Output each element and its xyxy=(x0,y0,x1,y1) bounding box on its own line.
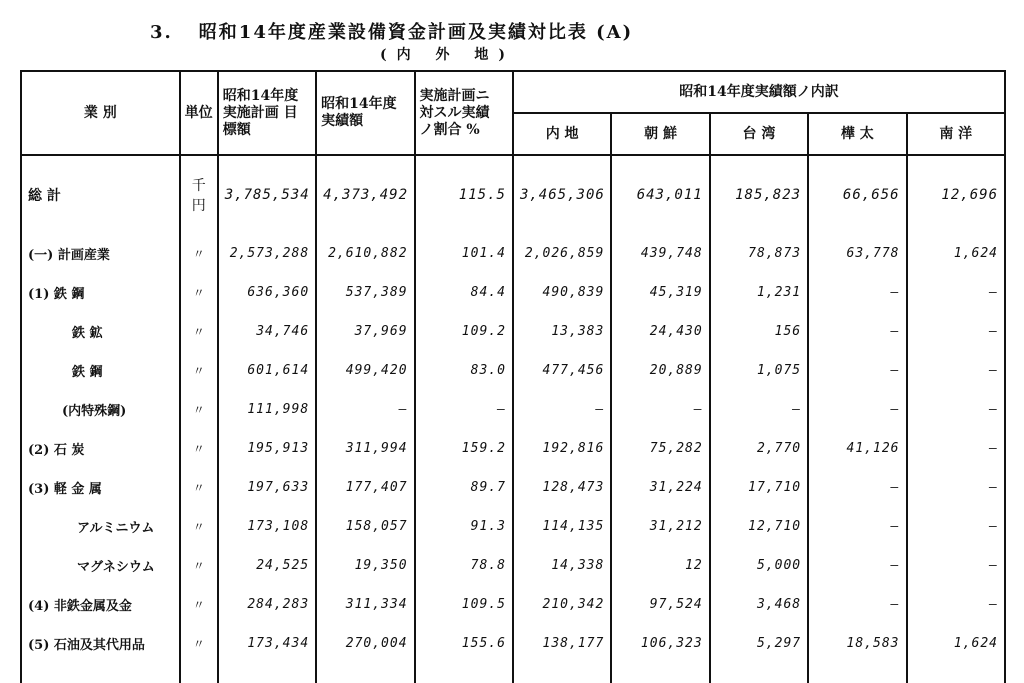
actual-cell: 177,407 xyxy=(316,468,414,507)
unit-cell: 千円 xyxy=(180,155,218,234)
nanyo-cell: — xyxy=(907,273,1006,312)
col-header-breakdown-group: 昭和14年度実績額ノ内訳 xyxy=(513,71,1005,113)
actual-cell: 499,420 xyxy=(316,351,414,390)
chosen-cell: 31,224 xyxy=(611,468,709,507)
karafuto-cell: 18,583 xyxy=(808,624,906,663)
taiwan-cell: 2,770 xyxy=(710,429,808,468)
ratio-cell: 155.6 xyxy=(415,624,513,663)
actual-cell: 311,334 xyxy=(316,585,414,624)
table-row xyxy=(21,155,1005,234)
karafuto-cell: 41,126 xyxy=(808,429,906,468)
actual-cell: 270,004 xyxy=(316,624,414,663)
taiwan-cell: 5,000 xyxy=(710,546,808,585)
data-table xyxy=(20,70,1006,683)
table-row xyxy=(21,273,1005,312)
row-label: (5) 石油及其代用品 xyxy=(21,624,180,663)
table-row xyxy=(21,546,1005,585)
nanyo-cell: — xyxy=(907,312,1006,351)
plan-cell: 197,633 xyxy=(218,468,316,507)
chosen-cell: — xyxy=(611,390,709,429)
chosen-cell: 45,319 xyxy=(611,273,709,312)
naichi-cell: 14,338 xyxy=(513,546,611,585)
taiwan-cell: 185,823 xyxy=(710,155,808,234)
col-header-karafuto: 樺 太 xyxy=(808,113,906,155)
nanyo-cell: 1,624 xyxy=(907,624,1006,663)
karafuto-cell: — xyxy=(808,468,906,507)
table-row xyxy=(21,312,1005,351)
row-label: マグネシウム xyxy=(21,546,180,585)
table-row xyxy=(21,351,1005,390)
plan-cell: 173,434 xyxy=(218,624,316,663)
ratio-cell: 91.3 xyxy=(415,507,513,546)
naichi-cell: — xyxy=(513,390,611,429)
unit-cell: 〃 xyxy=(180,390,218,429)
table-row-truncated xyxy=(21,663,1005,683)
karafuto-cell: — xyxy=(808,585,906,624)
chosen-cell: 75,282 xyxy=(611,429,709,468)
row-label: (1) 鉄 鋼 xyxy=(21,273,180,312)
col-header-nanyo: 南 洋 xyxy=(907,113,1006,155)
unit-cell: 〃 xyxy=(180,624,218,663)
nanyo-cell: — xyxy=(907,390,1006,429)
naichi-cell: 138,177 xyxy=(513,624,611,663)
nanyo-cell: — xyxy=(907,585,1006,624)
table-row xyxy=(21,507,1005,546)
naichi-cell: 114,135 xyxy=(513,507,611,546)
karafuto-cell: — xyxy=(808,351,906,390)
karafuto-cell: — xyxy=(808,390,906,429)
naichi-cell: 477,456 xyxy=(513,351,611,390)
chosen-cell: 20,889 xyxy=(611,351,709,390)
col-header-unit: 単位 xyxy=(180,71,218,155)
actual-cell: 158,057 xyxy=(316,507,414,546)
plan-cell: 34,746 xyxy=(218,312,316,351)
row-label: (3) 軽 金 属 xyxy=(21,468,180,507)
naichi-cell: 13,383 xyxy=(513,312,611,351)
nanyo-cell: — xyxy=(907,468,1006,507)
chosen-cell: 643,011 xyxy=(611,155,709,234)
chosen-cell: 106,323 xyxy=(611,624,709,663)
plan-cell: 195,913 xyxy=(218,429,316,468)
karafuto-cell: — xyxy=(808,273,906,312)
unit-cell: 〃 xyxy=(180,273,218,312)
table-row xyxy=(21,585,1005,624)
ratio-cell: 101.4 xyxy=(415,234,513,273)
row-label: 総 計 xyxy=(21,155,180,234)
table-row xyxy=(21,468,1005,507)
unit-cell: 〃 xyxy=(180,351,218,390)
unit-cell: 〃 xyxy=(180,234,218,273)
col-header-taiwan: 台 湾 xyxy=(710,113,808,155)
plan-cell: 173,108 xyxy=(218,507,316,546)
unit-cell: 〃 xyxy=(180,429,218,468)
actual-cell: 37,969 xyxy=(316,312,414,351)
chosen-cell: 439,748 xyxy=(611,234,709,273)
title-number: 3. xyxy=(150,22,173,43)
karafuto-cell: — xyxy=(808,507,906,546)
taiwan-cell: 5,297 xyxy=(710,624,808,663)
unit-cell: 〃 xyxy=(180,312,218,351)
table-row xyxy=(21,429,1005,468)
nanyo-cell: — xyxy=(907,507,1006,546)
row-label: (内特殊鋼) xyxy=(21,390,180,429)
col-header-chosen: 朝 鮮 xyxy=(611,113,709,155)
plan-cell: 284,283 xyxy=(218,585,316,624)
plan-cell: 601,614 xyxy=(218,351,316,390)
karafuto-cell: — xyxy=(808,312,906,351)
actual-cell: 537,389 xyxy=(316,273,414,312)
taiwan-cell: — xyxy=(710,390,808,429)
nanyo-cell: — xyxy=(907,429,1006,468)
ratio-cell: 115.5 xyxy=(415,155,513,234)
plan-cell: 24,525 xyxy=(218,546,316,585)
ratio-cell: 89.7 xyxy=(415,468,513,507)
col-header-actual: 昭和14年度 実績額 xyxy=(316,71,414,155)
plan-cell: 3,785,534 xyxy=(218,155,316,234)
karafuto-cell: 63,778 xyxy=(808,234,906,273)
naichi-cell: 192,816 xyxy=(513,429,611,468)
naichi-cell: 490,839 xyxy=(513,273,611,312)
taiwan-cell: 1,075 xyxy=(710,351,808,390)
ratio-cell: 159.2 xyxy=(415,429,513,468)
karafuto-cell: 66,656 xyxy=(808,155,906,234)
unit-cell: 〃 xyxy=(180,468,218,507)
taiwan-cell: 156 xyxy=(710,312,808,351)
col-header-naichi: 内 地 xyxy=(513,113,611,155)
naichi-cell: 210,342 xyxy=(513,585,611,624)
row-label: 鉄 鉱 xyxy=(21,312,180,351)
taiwan-cell: 78,873 xyxy=(710,234,808,273)
col-header-ratio: 実施計画ニ 対スル実績 ノ割合 % xyxy=(415,71,513,155)
ratio-cell: 84.4 xyxy=(415,273,513,312)
nanyo-cell: — xyxy=(907,546,1006,585)
ratio-cell: 109.2 xyxy=(415,312,513,351)
actual-cell: 2,610,882 xyxy=(316,234,414,273)
row-label: (4) 非鉄金属及金 xyxy=(21,585,180,624)
row-label: 鉄 鋼 xyxy=(21,351,180,390)
chosen-cell: 31,212 xyxy=(611,507,709,546)
row-label: (2) 石 炭 xyxy=(21,429,180,468)
ratio-cell: — xyxy=(415,390,513,429)
plan-cell: 111,998 xyxy=(218,390,316,429)
row-label: (一) 計画産業 xyxy=(21,234,180,273)
col-header-industry: 業 別 xyxy=(21,71,180,155)
plan-cell: 2,573,288 xyxy=(218,234,316,273)
actual-cell: — xyxy=(316,390,414,429)
naichi-cell: 3,465,306 xyxy=(513,155,611,234)
row-label: アルミニウム xyxy=(21,507,180,546)
chosen-cell: 24,430 xyxy=(611,312,709,351)
naichi-cell: 2,026,859 xyxy=(513,234,611,273)
table-row xyxy=(21,234,1005,273)
document-title xyxy=(150,18,633,44)
nanyo-cell: 1,624 xyxy=(907,234,1006,273)
ratio-cell: 78.8 xyxy=(415,546,513,585)
table-row xyxy=(21,624,1005,663)
actual-cell: 4,373,492 xyxy=(316,155,414,234)
unit-cell: 〃 xyxy=(180,507,218,546)
ratio-cell: 83.0 xyxy=(415,351,513,390)
unit-cell: 〃 xyxy=(180,546,218,585)
table-row xyxy=(21,390,1005,429)
actual-cell: 19,350 xyxy=(316,546,414,585)
nanyo-cell: 12,696 xyxy=(907,155,1006,234)
karafuto-cell: — xyxy=(808,546,906,585)
ratio-cell: 109.5 xyxy=(415,585,513,624)
taiwan-cell: 17,710 xyxy=(710,468,808,507)
unit-cell: 〃 xyxy=(180,585,218,624)
actual-cell: 311,994 xyxy=(316,429,414,468)
col-header-plan: 昭和14年度 実施計画 目標額 xyxy=(218,71,316,155)
taiwan-cell: 1,231 xyxy=(710,273,808,312)
document-subtitle: (内 外 地) xyxy=(380,47,515,63)
nanyo-cell: — xyxy=(907,351,1006,390)
title-text: 昭和14年度産業設備資金計画及実績対比表 (A) xyxy=(198,22,634,43)
plan-cell: 636,360 xyxy=(218,273,316,312)
chosen-cell: 97,524 xyxy=(611,585,709,624)
naichi-cell: 128,473 xyxy=(513,468,611,507)
taiwan-cell: 3,468 xyxy=(710,585,808,624)
chosen-cell: 12 xyxy=(611,546,709,585)
taiwan-cell: 12,710 xyxy=(710,507,808,546)
